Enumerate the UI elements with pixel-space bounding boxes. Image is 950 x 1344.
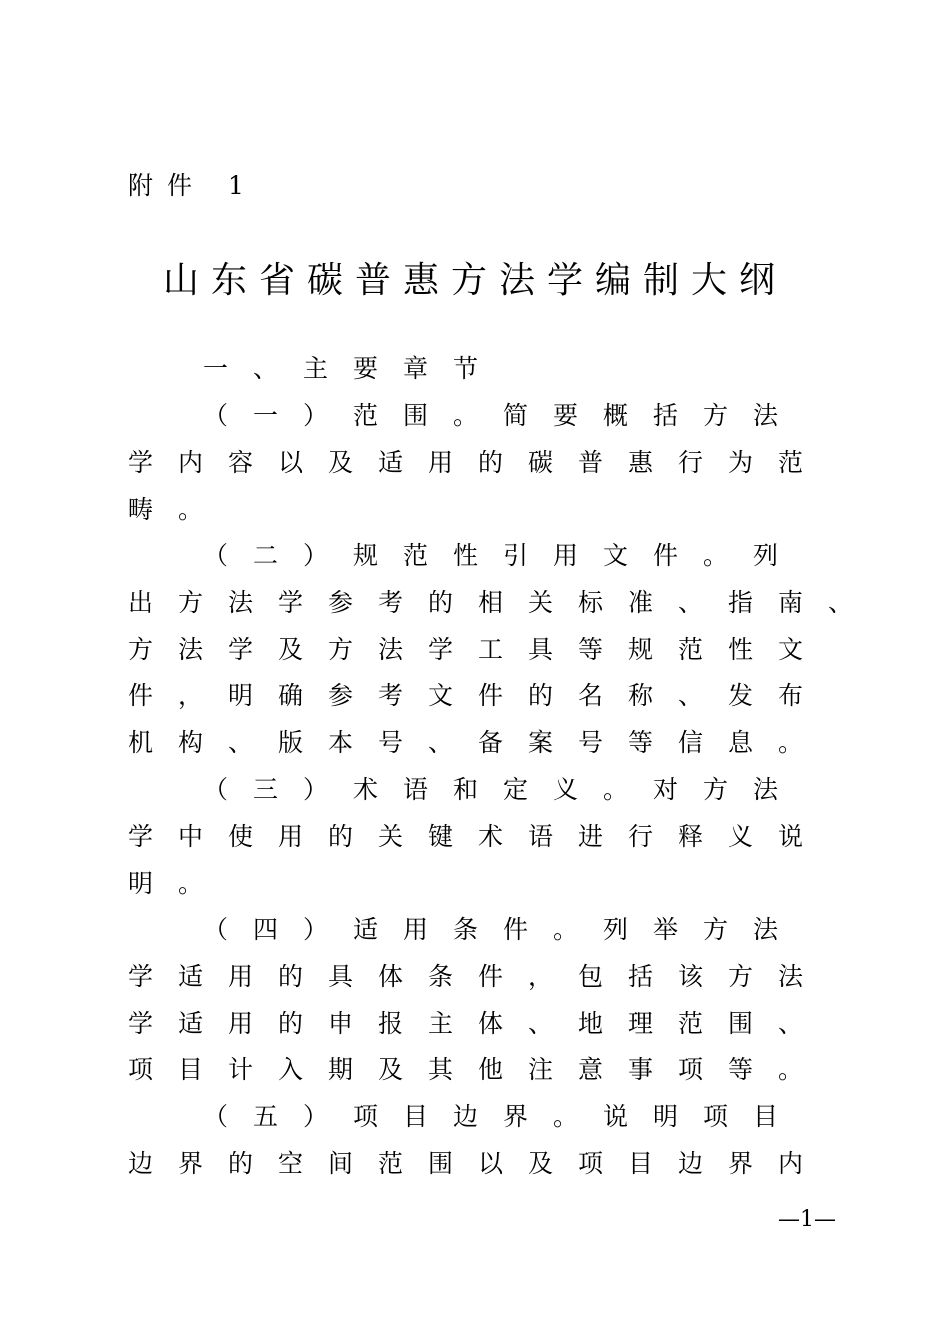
body-line: 学中使用的关键术语进行释义说: [128, 822, 829, 851]
document-title: 山东省碳普惠方法学编制大纲: [162, 260, 787, 301]
body-line: （一）范围。简要概括方法: [203, 401, 804, 430]
body-line: 出方法学参考的相关标准、指南、: [128, 588, 879, 617]
body-line: （二）规范性引用文件。列: [203, 541, 804, 570]
page-number: —1—: [778, 1207, 836, 1232]
body-line: 学内容以及适用的碳普惠行为范: [128, 448, 829, 477]
attachment-label: 附件 1: [128, 171, 258, 200]
body-line: 畴。: [128, 495, 229, 524]
body-line: （三）术语和定义。对方法: [203, 775, 804, 804]
body-line: 件，明确参考文件的名称、发布: [128, 681, 829, 710]
body-line: （五）项目边界。说明项目: [203, 1102, 804, 1131]
body-line: （四）适用条件。列举方法: [203, 915, 804, 944]
body-line: 机构、版本号、备案号等信息。: [128, 728, 829, 757]
body-line: 明。: [128, 869, 229, 898]
body-line: 方法学及方法学工具等规范性文: [128, 635, 829, 664]
body-line: 项目计入期及其他注意事项等。: [128, 1055, 829, 1084]
section-heading-main-chapters: 一、主要章节: [203, 354, 504, 383]
body-line: 边界的空间范围以及项目边界内: [128, 1149, 829, 1178]
body-line: 学适用的申报主体、地理范围、: [128, 1009, 829, 1038]
body-line: 学适用的具体条件，包括该方法: [128, 962, 829, 991]
